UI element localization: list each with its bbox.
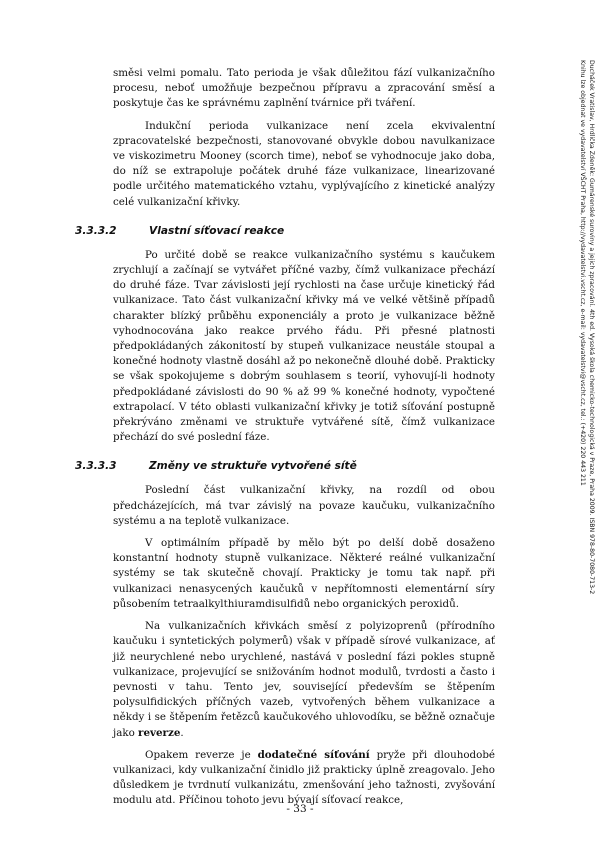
text-run: Opakem reverze je (145, 748, 258, 761)
section-heading-3-3-3-3 (75, 459, 495, 473)
body-text (75, 66, 496, 816)
paragraph-last-part: Poslední část vulkanizační křivky, na rozdíl od obou předcházejících, má tvar závislý na povaze kaučuku, vulkanizačního systému a na teplotě vulkanizace. (113, 484, 495, 527)
page-number: - 33 - (286, 803, 314, 815)
section-heading-3-3-3-2 (75, 224, 495, 238)
text-run: . (180, 726, 184, 739)
paragraph-induction-period: Indukční perioda vulkanizace není zcela ekvivalentní zpracovatelské bezpečnosti, stanovované obvykle dobou navulkanizace ve viskozimetru Mooney (scorch time), neboť se vyhodnocuje jako doba, do níž se extrapoluje počátek druhé fáze vulkanizace, linearizované podle určitého matematického vztahu, vyplývajícího z kinetické analýzy celé vulkanizační křivky. (113, 119, 495, 208)
bold-term-dodatecne-sitovani: dodatečné síťování (257, 748, 370, 761)
section-number: 3.3.3.3 (75, 460, 117, 473)
section-title: Vlastní síťovací reakce (149, 224, 285, 237)
side-citation-text (578, 60, 596, 660)
order-info-line: Knihu lze objednat ve vydavatelství VŠCHT Praha, http://vydavatelstvi.vscht.cz, e-mail: vydavatelstvi@vscht.cz, tel.: (+420) 220 443 211 (579, 60, 586, 486)
bold-term-reverze: reverze (138, 726, 181, 739)
paragraph-post-crosslinking (113, 748, 495, 809)
paragraph-crosslinking: Po určité době se reakce vulkanizačního systému s kaučukem zrychlují a začínají se vytvářet příčné vazby, čímž vulkanizace přechází do druhé fáze. Tvar závislosti její rychlosti na čase určuje kinetický řád vulkanizace. Tato část vulkanizační křivky má ve velké většině případů charakter blízký průběhu exponenciály a proto je vulkanizace běžně vyhodnocována jako reakce prvého řádu. Při přesné platnosti předpokládaných zákonitostí by stupeň vulkanizace neustále stoupal a konečné hodnoty vlastně dosáhl až po nekonečně dlouhé době. Prakticky se však spokojujeme s dobrým souhlasem s teorií, vyhovují-li hodnoty předpokládané závislosti do 90 % až 99 % konečné hodnoty, vypočtené extrapolací. V této oblasti vulkanizační křivky je totiž síťování postupně překrýváno změnami ve struktuře vytvářené sítě, čímž vulkanizace přechází do své poslední fáze. (113, 248, 495, 444)
section-number: 3.3.3.2 (75, 224, 117, 237)
paragraph-reversion (113, 619, 495, 741)
section-title: Změny ve struktuře vytvořené sítě (149, 460, 357, 473)
text-run: pryže při dlouhodobé vulkanizaci, kdy vulkanizační činidlo již prakticky úplně zreagovalo. Jeho důsledkem je tvrdnutí vulkanizátu, zmenšování jeho tažnosti, zvyšování modulu atd. Příčinou tohoto jevu bývají síťovací reakce, (113, 748, 496, 807)
paragraph-optimal-case: V optimálním případě by mělo být po delší době dosaženo konstantní hodnoty stupně vulkanizace. Některé reálné vulkanizační systémy se tak skutečně chovají. Prakticky je tomu tak např. při vulkanizaci nenasycených kaučuků v nepřítomnosti elementární síry působením tetraalkylthiuramdisulfidů nebo organických peroxidů. (113, 537, 495, 610)
text-run: Na vulkanizačních křivkách směsí z polyizoprenů (přírodního kaučuku i syntetických polymerů) však v případě sírové vulkanizace, ať již neurychlené nebo urychlené, nastává v poslední fázi pokles stupně vulkanizace, projevující se snižováním hodnot modulů, tvrdosti a často i pevnosti v tahu. Tento jev, související především se štěpením polysulfidických příčných vazeb, vytvořených během vulkanizace a někdy i se štěpením řetězců kaučukového uhlovodíku, se běžně označuje jako (113, 620, 495, 739)
paragraph-continuation: směsi velmi pomalu. Tato perioda je však důležitou fází vulkanizačního procesu, neboť umožňuje bezpečnou přípravu a zpracování směsí a poskytuje čas ke správnému zaplnění tvárnice při tváření. (113, 67, 495, 110)
side-citation (568, 60, 596, 660)
citation-line: Ducháček Vratislav, Hrdlička Zdeněk: Gumárenské suroviny a jejich zpracování. 4th ed. Vysoká škola chemicko-technologická v Praze, Praha 2009. ISBN 978-80-7080-713-2 (588, 60, 595, 595)
